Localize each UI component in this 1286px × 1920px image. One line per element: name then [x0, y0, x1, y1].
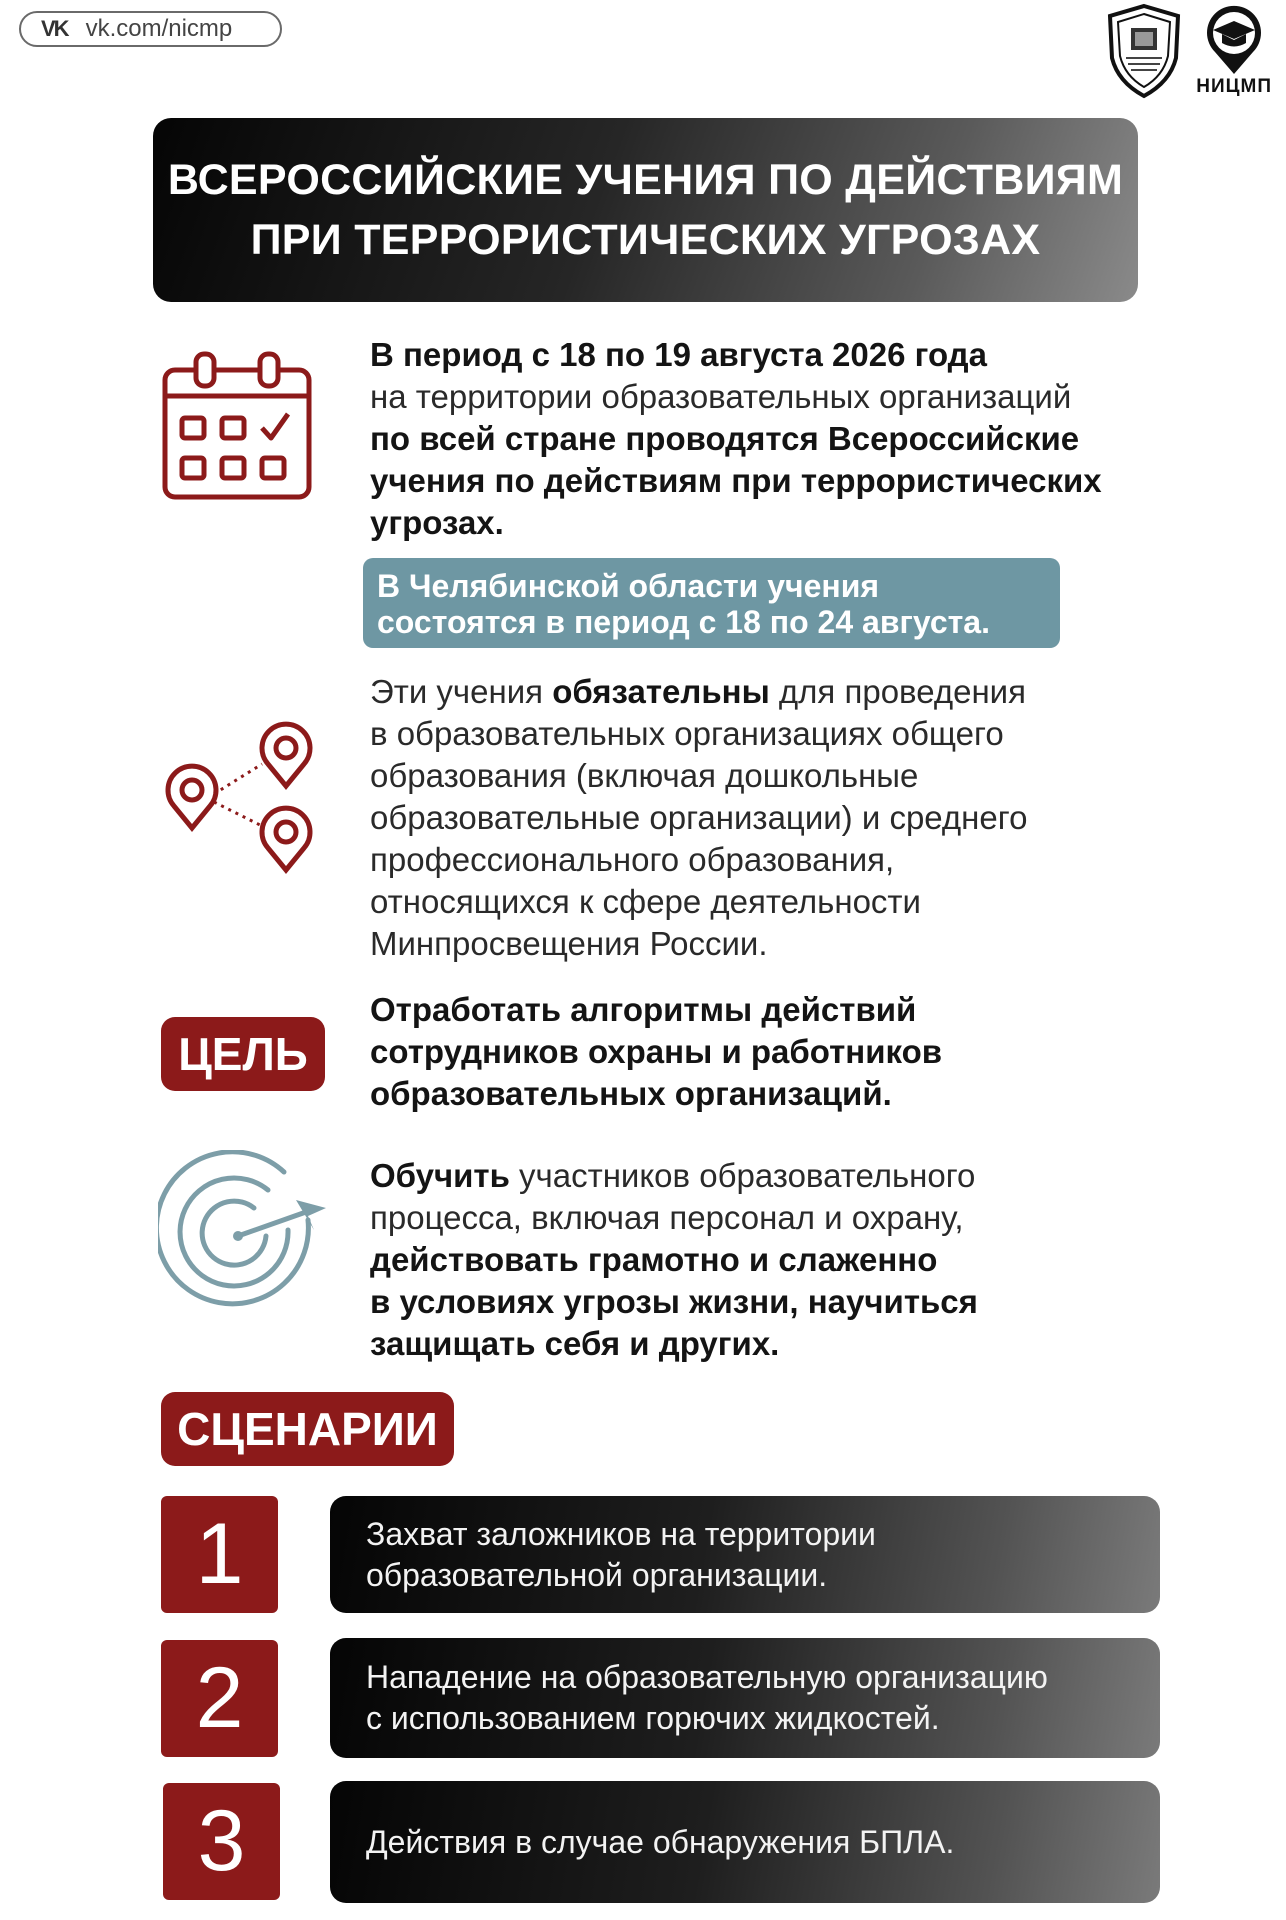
train-line-1 [370, 1155, 1250, 1197]
calendar-icon [160, 348, 314, 502]
scenario-3-line-1: Действия в случае обнаружения БПЛА. [366, 1823, 955, 1860]
scenario-2-bar [330, 1638, 1160, 1758]
header-logos [1104, 2, 1272, 100]
period-line-5: угрозах. [370, 504, 504, 541]
mandatory-line-1-bold: обязательны [552, 673, 770, 710]
graduation-cap-pin-icon [1199, 2, 1269, 78]
period-text [370, 334, 1250, 544]
scenario-3-number: 3 [163, 1783, 280, 1900]
scenario-1-line-1: Захват заложников на территории [366, 1515, 876, 1552]
train-line-2: процесса, включая персонал и охрану, [370, 1199, 964, 1236]
title-line-2: ПРИ ТЕРРОРИСТИЧЕСКИХ УГРОЗАХ [250, 216, 1041, 264]
scenario-1-number: 1 [161, 1496, 278, 1613]
period-line-2: на территории образовательных организаций [370, 378, 1072, 415]
train-line-1-post: участников образовательного [509, 1157, 976, 1194]
scenarios-badge: СЦЕНАРИИ [161, 1392, 454, 1466]
scenario-1-bar [330, 1496, 1160, 1613]
mandatory-line-3: образования (включая дошкольные [370, 757, 919, 794]
scenario-1-line-2: образовательной организации. [366, 1556, 828, 1593]
train-line-1-bold: Обучить [370, 1157, 510, 1194]
target-arrow-icon [158, 1150, 330, 1320]
title-line-1: ВСЕРОССИЙСКИЕ УЧЕНИЯ ПО ДЕЙСТВИЯМ [167, 156, 1124, 204]
goal-line-2: сотрудников охраны и работников [370, 1033, 943, 1070]
scenario-2-number: 2 [161, 1640, 278, 1757]
mandatory-line-6: относящихся к сфере деятельности [370, 883, 921, 920]
mandatory-line-1-post: для проведения [769, 673, 1026, 710]
region-highlight [363, 558, 1060, 648]
mandatory-line-1 [370, 671, 1250, 713]
period-line-3: по всей стране проводятся Всероссийские [370, 420, 1080, 457]
vk-link-text[interactable]: vk.com/nicmp [85, 15, 233, 42]
train-line-5: защищать себя и других. [370, 1325, 780, 1362]
goal-badge: ЦЕЛЬ [161, 1017, 325, 1091]
nicmp-logo [1196, 2, 1272, 98]
train-line-4: в условиях угрозы жизни, научиться [370, 1283, 978, 1320]
org-name-text: НИЦМП [1196, 76, 1272, 97]
region-line-2: состоятся в период с 18 по 24 августа. [377, 604, 990, 640]
period-line-4: учения по действиям при террористических [370, 462, 1102, 499]
scenario-2-line-2: с использованием горючих жидкостей. [366, 1700, 940, 1736]
mandatory-line-7: Минпросвещения России. [370, 925, 768, 962]
mandatory-line-1-pre: Эти учения [370, 673, 553, 710]
mandatory-line-2: в образовательных организациях общего [370, 715, 1004, 752]
vk-logo-icon: VK [41, 16, 68, 41]
goal-line-1: Отработать алгоритмы действий [370, 991, 917, 1028]
goal-line-3: образовательных организаций. [370, 1075, 892, 1112]
goal-text [370, 989, 1250, 1115]
region-line-1: В Челябинской области учения [377, 568, 880, 604]
train-text [370, 1155, 1250, 1365]
scenario-2-line-1: Нападение на образовательную организацию [366, 1659, 1048, 1695]
scenario-3-bar [330, 1781, 1160, 1903]
title-banner [153, 118, 1138, 302]
shield-emblem-icon [1104, 2, 1184, 100]
map-pins-icon [158, 718, 318, 876]
mandatory-line-4: образовательные организации) и среднего [370, 799, 1028, 836]
mandatory-line-5: профессионального образования, [370, 841, 895, 878]
train-line-3: действовать грамотно и слаженно [370, 1241, 938, 1278]
vk-link-pill[interactable] [19, 11, 282, 47]
period-line-1: В период с 18 по 19 августа 2026 года [370, 336, 987, 373]
mandatory-text [370, 671, 1250, 965]
